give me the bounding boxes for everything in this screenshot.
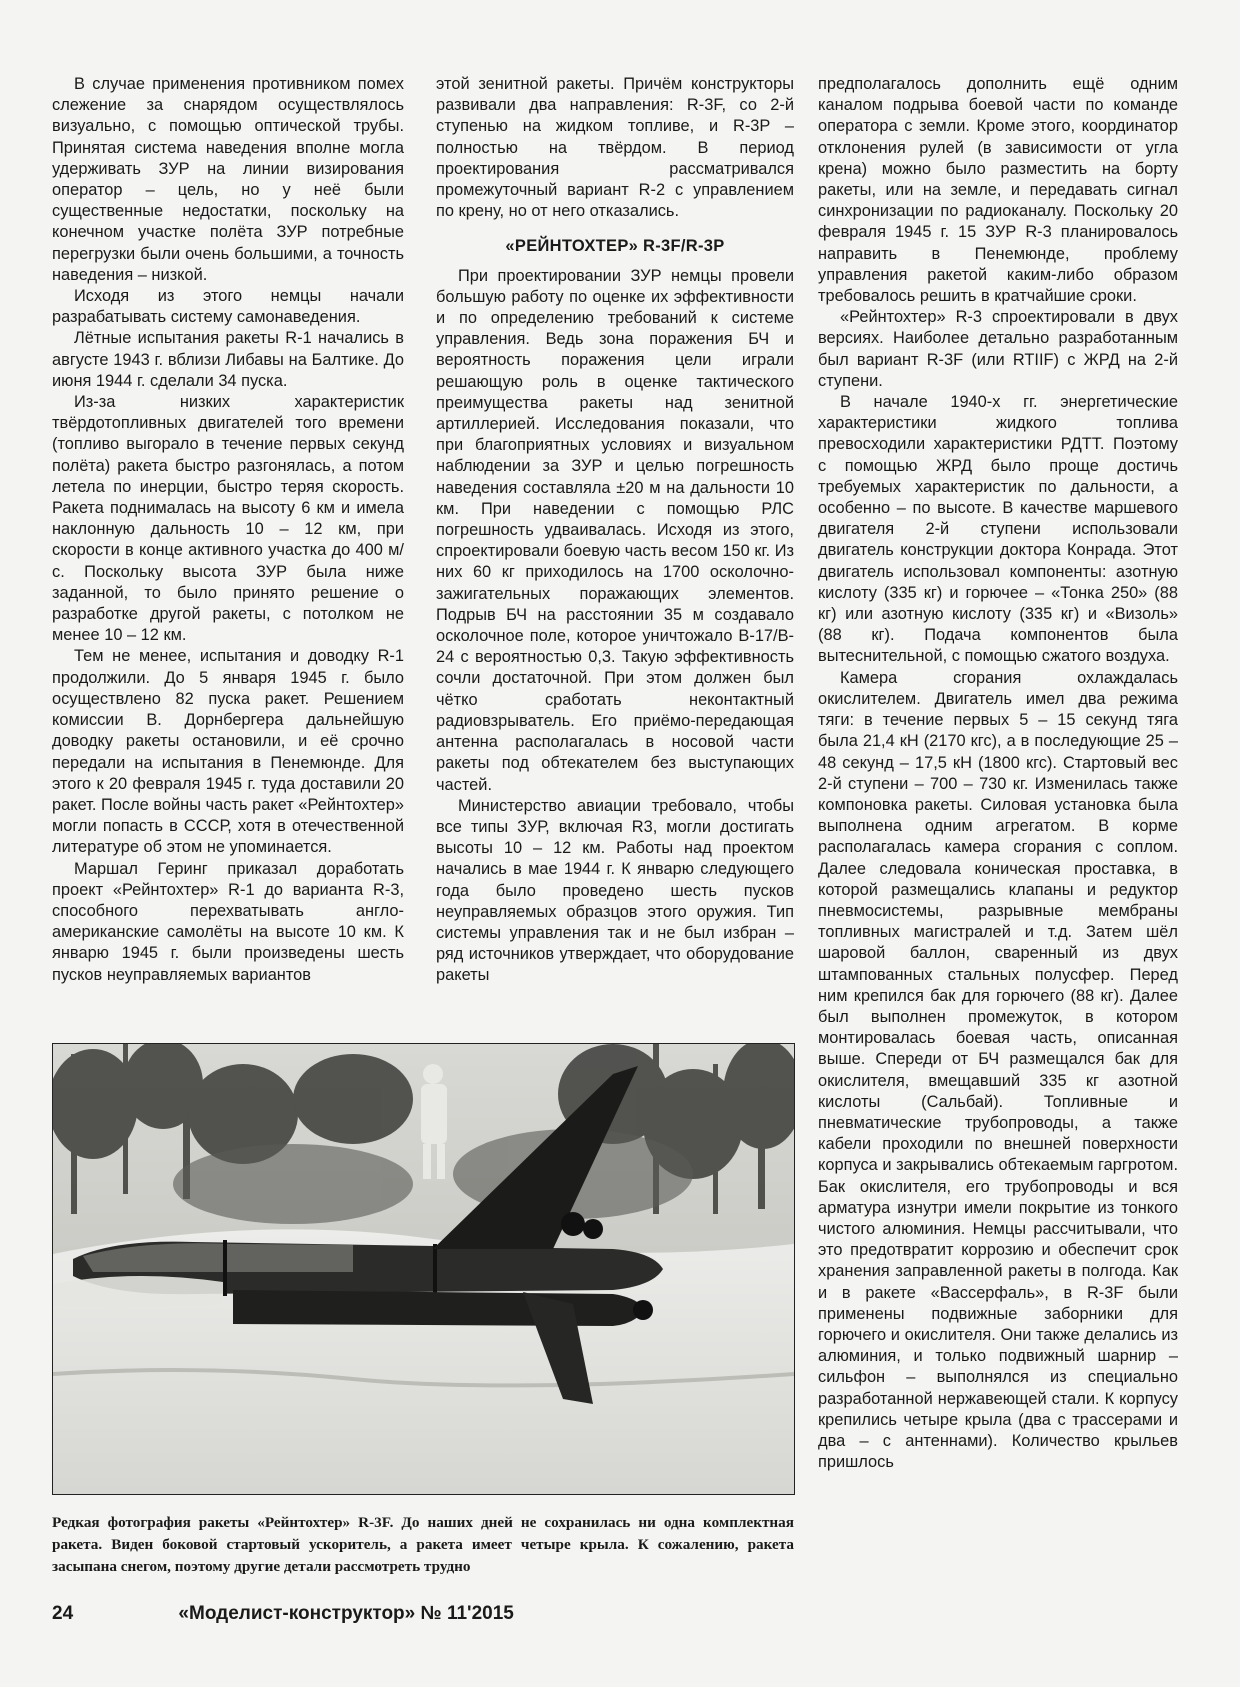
paragraph: Маршал Геринг приказал доработать проект «Рейнтохтер» R-1 до варианта R-3, способного перехватывать англо-американские самолёты на высоте 10 км. К январю 1945 г. были произведены шесть пусков неуправляемых вариантов <box>52 859 404 984</box>
column-2-intro <box>436 74 794 222</box>
paragraph: Камера сгорания охлаждалась окислителем. Двигатель имел два режима тяги: в течение первых 5 – 15 секунд тяга была 21,4 кН (2170 кгс), а в последующие 25 – 48 секунд – 17,5 кН (1800 кгс). Стартовый вес 2-й ступени – 700 – 730 кг. Изменилась также компоновка ракеты. Силовая установка была выполнена одним агрегатом. В корме располагалась камера сгорания с соплом. Далее следовала коническая проставка, в которой размещались клапаны и редуктор пневмосистемы, разрывные мембраны топливных магистралей и т.д. Затем шёл шаровой баллон, сваренный из двух штампованных стальных полусфер. Перед ним крепился бак для горючего (88 кг). Далее был выполнен промежуток, в котором монтировалась боевая часть, описанная выше. Спереди от БЧ размещался бак для окислителя, вмещавший 335 кг азотной кислоты (Сальбай). Топливные и пневматические трубопроводы, а также кабели проходили по внешней поверхности корпуса и закрывались обтекаемым гаргротом. Бак окислителя, его трубопроводы и вся арматура изнутри имели покрытие из тонкого чистого алюминия. Немцы рассчитывали, что это предотвратит коррозию и обеспечит срок хранения заправленной ракеты в полгода. Как и в ракете «Вассерфаль», в R-3F были применены подвижные заборники для горючего и окислителя. Они также делались из алюминия, и только подвижный шарнир – сильфон – выполнялся из специально разработанной нержавеющей стали. К корпусу крепились четыре крыла (два с трассерами и два – с антеннами). Количество крыльев пришлось <box>818 668 1178 1472</box>
photo-caption: Редкая фотография ракеты «Рейнтохтер» R-3F. До наших дней не сохранилась ни одна комплектная ракета. Виден боковой стартовый ускоритель, а ракета имеет четыре крыла. К сожалению, ракета засыпана снегом, поэтому другие детали рассмотреть трудно <box>52 1514 794 1575</box>
paragraph: В случае применения противником помех слежение за снарядом осуществлялось визуально, с помощью оптической трубы. Принятая система наведения вполне могла удерживать ЗУР на линии визирования оператор – цель, но у неё были существенные недостатки, поскольку на конечном участке полёта ЗУР потребные перегрузки были очень большими, а точность наведения – низкой. <box>52 75 404 284</box>
paragraph: предполагалось дополнить ещё одним каналом подрыва боевой части по команде оператора с земли. Кроме этого, координатор отклонения рулей (в зависимости от угла крена) можно было разместить на борту ракеты, или на земле, и передавать сигнал синхронизации по радиоканалу. Поскольку 20 февраля 1945 г. 15 ЗУР R-3 планировалось направить в Пенемюнде, проблему управления ракетой каким-либо образом требовалось решить в кратчайшие сроки. <box>818 75 1178 306</box>
paragraph: При проектировании ЗУР немцы провели большую работу по оценке их эффективности и по определению требований к системе управления. Ведь зона поражения БЧ и вероятность поражения цели играли решающую роль в оценке тактического преимущества ракеты над зенитной артиллерией. Исследования показали, что при благоприятных условиях и визуальном наблюдении за ЗУР и целью погрешность наведения составляла ±20 м на дальности 10 км. При наведении с помощью РЛС погрешность удваивалась. Исходя из этого, спроектировали боевую часть весом 150 кг. Из них 60 кг приходилось на 1700 осколочно-зажигательных поражающих элементов. Подрыв БЧ на расстоянии 35 м создавало осколочное поле, которое уничтожало B-17/B-24 с вероятностью 0,3. Такую эффективность сочли достаточной. При этом должен был чётко сработать неконтактный радиовзрыватель. Его приёмо-передающая антенна располагалась в носовой части ракеты под обтекателем без выступающих частей. <box>436 266 794 794</box>
paragraph: Лётные испытания ракеты R-1 начались в августе 1943 г. вблизи Либавы на Балтике. До июня 1944 г. сделали 34 пуска. <box>52 329 404 390</box>
paragraph: В начале 1940-х гг. энергетические характеристики жидкого топлива превосходили характеристики РДТТ. Поэтому с помощью ЖРД было проще достичь требуемых характеристик по дальности, а особенно – по высоте. В качестве маршевого двигателя 2-й ступени использовали двигатель конструкции доктора Конрада. Этот двигатель использовал компоненты: азотную кислоту (335 кг) и горючее – «Тонка 250» (88 кг) или азотную кислоту (335 кг) и «Визоль» (88 кг). Подача компонентов была вытеснительной, с помощью сжатого воздуха. <box>818 393 1178 666</box>
text-column-2 <box>436 74 794 987</box>
page-number: 24 <box>52 1603 74 1624</box>
column-2-body <box>436 266 794 987</box>
paragraph: Министерство авиации требовало, чтобы все типы ЗУР, включая R3, могли достигать высоты 10 – 12 км. Работы над проектом начались в мае 1944 г. К январю следующего года было проведено шесть пусков неуправляемых образцов этого оружия. Тип системы управления так и не был избран – ряд источников утверждает, что оборудование ракеты <box>436 796 794 985</box>
magazine-title: «Моделист-конструктор» № 11'2015 <box>178 1603 514 1624</box>
paragraph: этой зенитной ракеты. Причём конструкторы развивали два направления: R-3F, со 2-й ступенью на жидком топливе, и R-3P – полностью на твёрдом. В период проектирования рассматривался промежуточный вариант R-2 с управлением по крену, но от него отказались. <box>436 75 794 221</box>
text-column-1 <box>52 74 404 986</box>
paragraph: Тем не менее, испытания и доводку R-1 продолжили. До 5 января 1945 г. было осуществлено 82 пуска ракет. Решением комиссии В. Дорнбергера дальнейшую доводку ракеты остановили, и её срочно передали на испытания в Пенемюнде. Для этого к 20 февраля 1945 г. туда доставили 20 ракет. После войны часть ракет «Рейнтохтер» могли попасть в СССР, хотя в отечественной литературе об этом не упоминается. <box>52 647 404 857</box>
rocket-photo-illustration <box>53 1044 794 1494</box>
paragraph: Из-за низких характеристик твёрдотопливных двигателей того времени (топливо выгорало в течение первых секунд полёта) ракета быстро разгонялась, а потом летела по инерции, быстро теряя скорость. Ракета поднималась на высоту 6 км и имела наклонную дальность 10 – 12 км, при скорости в конце активного участка до 400 м/с. Поскольку высота ЗУР была ниже заданной, то было принято решение о разработке другой ракеты, с потолком не менее 10 – 12 км. <box>52 393 404 645</box>
paragraph: Исходя из этого немцы начали разрабатывать систему самонаведения. <box>52 287 404 327</box>
page-footer <box>52 1603 514 1625</box>
section-heading: «РЕЙНТОХТЕР» R-3F/R-3P <box>505 237 725 256</box>
text-column-3 <box>818 74 1178 1473</box>
rocket-photo <box>52 1043 795 1495</box>
paragraph: «Рейнтохтер» R-3 спроектировали в двух версиях. Наиболее детально разработанным был вариант R-3F (или RTIIF) с ЖРД на 2-й ступени. <box>818 308 1178 390</box>
